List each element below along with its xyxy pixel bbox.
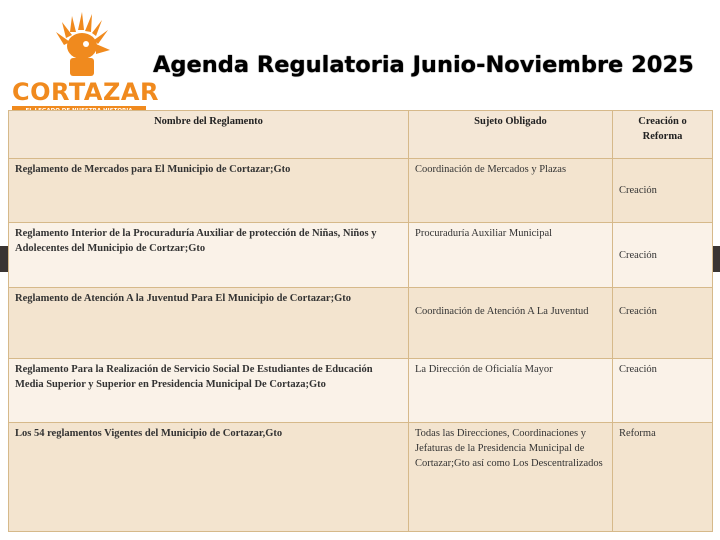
row-tipo: Reforma	[613, 423, 713, 532]
column-header-tipo: Creación o Reforma	[613, 111, 713, 159]
row-sujeto: Coordinación de Mercados y Plazas	[409, 159, 613, 223]
row-name: Los 54 reglamentos Vigentes del Municipio de Cortazar,Gto	[9, 423, 409, 532]
row-name: Reglamento Para la Realización de Servicio Social De Estudiantes de Educación Media Superior y Superior en Presidencia Municipal De Cortaza;Gto	[9, 359, 409, 423]
row-tipo: Creación	[613, 223, 713, 288]
column-header-sujeto: Sujeto Obligado	[409, 111, 613, 159]
table-row	[9, 288, 713, 359]
logo-wordmark: CORTAZAR	[12, 78, 159, 106]
page-title: Agenda Regulatoria Junio-Noviembre 2025	[153, 52, 694, 78]
row-name: Reglamento de Atención A la Juventud Para El Municipio de Cortazar;Gto	[9, 288, 409, 359]
row-name: Reglamento Interior de la Procuraduría Auxiliar de protección de Niñas, Niños y Adolecentes del Municipio de Cortzar;Gto	[9, 223, 409, 288]
row-tipo: Creación	[613, 159, 713, 223]
row-sujeto: Todas las Direcciones, Coordinaciones y Jefaturas de la Presidencia Municipal de Cortazar;Gto así como Los Descentralizados	[409, 423, 613, 532]
table-header-row	[9, 111, 713, 159]
table-row	[9, 423, 713, 532]
regulatory-agenda-table	[8, 110, 713, 532]
row-sujeto: Coordinación de Atención A La Juventud	[409, 288, 613, 359]
table-row	[9, 159, 713, 223]
row-name: Reglamento de Mercados para El Municipio de Cortazar;Gto	[9, 159, 409, 223]
column-header-nombre: Nombre del Reglamento	[9, 111, 409, 159]
row-sujeto: Procuraduría Auxiliar Municipal	[409, 223, 613, 288]
row-tipo: Creación	[613, 359, 713, 423]
header	[8, 8, 712, 110]
row-sujeto: La Dirección de Oficialía Mayor	[409, 359, 613, 423]
cortazar-logo	[12, 10, 159, 110]
table-row	[9, 223, 713, 288]
aztec-warrior-icon	[12, 10, 152, 80]
table-row	[9, 359, 713, 423]
row-tipo: Creación	[613, 288, 713, 359]
